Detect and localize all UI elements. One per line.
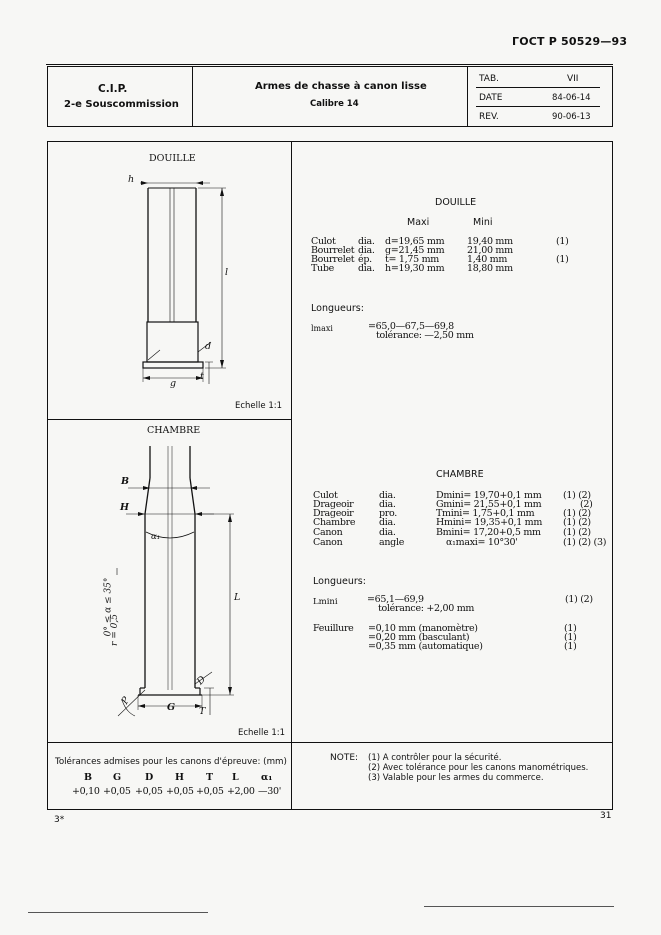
chambre-lmini-notes: (1) (2) <box>565 594 593 605</box>
tol-value: +0,05 <box>103 786 131 797</box>
tol-header: B <box>84 772 93 783</box>
tol-value: +0,10 <box>72 786 100 797</box>
chambre-row-value: Hmini= 19,35+0,1 mm <box>436 517 543 528</box>
feuillure-value: =0,35 mm (automatique) <box>368 641 483 652</box>
tab-label: TAB. <box>479 74 499 84</box>
bottom-rule-right <box>424 906 614 907</box>
chambre-dim-g: G <box>167 702 176 713</box>
gost-code: ГОСТ Р 50529—93 <box>512 35 628 48</box>
chambre-row-name: Canon <box>313 527 343 538</box>
feuillure-value: =0,20 mm (basculant) <box>368 632 470 643</box>
feuillure-note: (1) <box>564 623 577 634</box>
chambre-dim-h: H <box>120 502 129 513</box>
chambre-row-attr: dia. <box>379 499 396 510</box>
caliber: Calibre 14 <box>310 99 359 109</box>
feuillure-value: =0,10 mm (manomètre) <box>368 623 478 634</box>
page-number: 31 <box>600 811 612 821</box>
tol-value: —30' <box>258 786 281 797</box>
chambre-dim-alpha: α₁ <box>151 532 161 542</box>
chambre-row-notes: (1) (2) <box>563 527 591 538</box>
chambre-row-notes: (1) (2) <box>563 508 591 519</box>
chambre-tolerance: tolérance: +2,00 mm <box>378 603 475 614</box>
douille-row-maxi: t= 1,75 mm <box>385 254 439 265</box>
chambre-row-attr: dia. <box>379 527 396 538</box>
org-name: C.I.P. <box>98 83 128 95</box>
douille-dim-g: g <box>170 378 177 389</box>
chambre-dim-t: T <box>199 706 206 717</box>
rev-label: REV. <box>479 112 499 122</box>
douille-row-attr: ép. <box>358 254 372 265</box>
douille-scale: Echelle 1:1 <box>235 401 282 411</box>
tab-value: VII <box>567 74 579 84</box>
douille-row-mini: 18,80 mm <box>467 263 513 274</box>
date-label: DATE <box>479 93 503 103</box>
chambre-scale: Echelle 1:1 <box>238 728 285 738</box>
chambre-row-notes: (2) <box>580 499 593 510</box>
douille-drawing-title: DOUILLE <box>149 153 196 164</box>
notes-label: NOTE: <box>330 753 359 763</box>
rev-value: 90-06-13 <box>552 112 591 122</box>
douille-title: DOUILLE <box>435 197 477 208</box>
douille-row-name: Culot <box>311 236 336 247</box>
douille-row-maxi: g=21,45 mm <box>385 245 445 256</box>
date-value: 84-06-14 <box>552 93 591 103</box>
chambre-row-value: Tmini= 1,75+0,1 mm <box>436 508 535 519</box>
douille-longueurs-label: Longueurs: <box>311 303 364 314</box>
chambre-row-value: α₁maxi= 10°30' <box>446 537 518 548</box>
chambre-row-name: Culot <box>313 490 338 501</box>
douille-row-name: Tube <box>311 263 334 274</box>
chambre-row-attr: dia. <box>379 517 396 528</box>
chambre-row-value: Gmini= 21,55+0,1 mm <box>436 499 542 510</box>
chambre-longueurs-label: Longueurs: <box>313 576 366 587</box>
bottom-rule-left <box>28 912 208 913</box>
tol-header: L <box>232 772 239 783</box>
chambre-row-notes: (1) (2) <box>563 490 591 501</box>
subcommission: 2-e Souscommission <box>64 99 179 110</box>
chambre-lmini-value: =65,1—69,9 <box>367 594 424 605</box>
douille-row-maxi: d=19,65 mm <box>385 236 445 247</box>
tolerances-title: Tolérances admises pour les canons d'épreuve: (mm) <box>55 757 287 767</box>
douille-row-name: Bourrelet <box>311 254 355 265</box>
tol-value: +2,00 <box>227 786 255 797</box>
feuillure-note: (1) <box>564 641 577 652</box>
douille-col-maxi: Maxi <box>407 217 430 228</box>
chambre-row-name: Drageoir <box>313 499 354 510</box>
tol-value: +0,05 <box>166 786 194 797</box>
chambre-row-attr: pro. <box>379 508 397 519</box>
douille-dim-t: t <box>200 371 204 382</box>
chambre-radius: r = 0,5 <box>109 614 120 646</box>
douille-dim-l: l <box>225 267 229 278</box>
douille-lmaxi-label: lmaxi <box>311 324 333 333</box>
chambre-row-notes: (1) (2) (3) <box>563 537 607 548</box>
tol-header: G <box>113 772 122 783</box>
douille-row-mini: 21,00 mm <box>467 245 513 256</box>
footer-left: 3* <box>54 815 65 825</box>
tol-value: +0,05 <box>135 786 163 797</box>
douille-row-attr: dia. <box>358 236 375 247</box>
chambre-row-name: Canon <box>313 537 343 548</box>
chambre-row-value: Bmini= 17,20+0,5 mm <box>436 527 541 538</box>
douille-row-attr: dia. <box>358 245 375 256</box>
douille-row-maxi: h=19,30 mm <box>385 263 445 274</box>
chambre-dim-l: L <box>234 592 241 603</box>
tol-header: α₁ <box>261 772 273 783</box>
douille-dim-h: h <box>128 174 135 185</box>
douille-row-attr: dia. <box>358 263 375 274</box>
note-item: (3) Valable pour les armes du commerce. <box>368 773 544 783</box>
douille-row-name: Bourrelet <box>311 245 355 256</box>
doc-title: Armes de chasse à canon lisse <box>255 81 427 92</box>
chambre-lmini-label: Lmini <box>313 597 338 607</box>
douille-tolerance: tolérance: —2,50 mm <box>376 330 474 341</box>
chambre-row-value: Dmini= 19,70+0,1 mm <box>436 490 542 501</box>
note-item: (2) Avec tolérance pour les canons manométriques. <box>368 763 589 773</box>
chambre-row-notes: (1) (2) <box>563 517 591 528</box>
douille-dim-d: d <box>205 341 212 352</box>
chambre-dim-d: D <box>194 674 209 688</box>
douille-row-mini: 19,40 mm <box>467 236 513 247</box>
douille-row-mini: 1,40 mm <box>467 254 508 265</box>
tol-header: D <box>145 772 154 783</box>
chambre-drawing-title: CHAMBRE <box>147 425 201 436</box>
tol-value: +0,05 <box>196 786 224 797</box>
douille-row-note: (1) <box>556 236 569 247</box>
chambre-dim-p: P <box>119 695 133 707</box>
chambre-row-name: Chambre <box>313 517 356 528</box>
tol-header: H <box>175 772 184 783</box>
chambre-row-attr: dia. <box>379 490 396 501</box>
douille-lmaxi-value: =65,0—67,5—69,8 <box>368 321 454 332</box>
chambre-row-attr: angle <box>379 537 405 548</box>
douille-row-note: (1) <box>556 254 569 265</box>
chambre-angle-range: 0° ≤ α ≤ 35° <box>103 577 114 637</box>
chambre-title: CHAMBRE <box>436 469 484 480</box>
tol-header: T <box>206 772 214 783</box>
note-item: (1) A contrôler pour la sécurité. <box>368 753 502 763</box>
chambre-row-name: Drageoir <box>313 508 354 519</box>
douille-col-mini: Mini <box>473 217 493 228</box>
chambre-dim-b: B <box>121 476 130 487</box>
chambre-feuillure-label: Feuillure <box>313 623 354 634</box>
feuillure-note: (1) <box>564 632 577 643</box>
